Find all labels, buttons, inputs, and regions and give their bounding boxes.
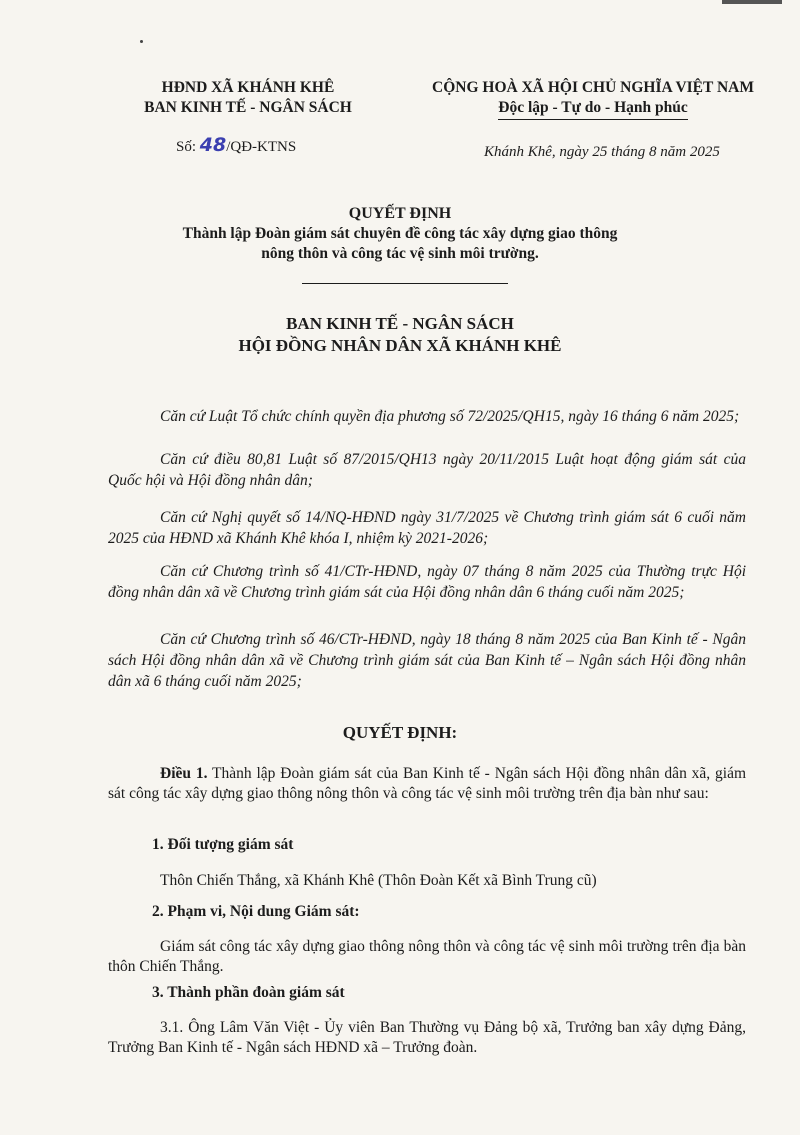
decision-heading: QUYẾT ĐỊNH: — [342, 723, 458, 742]
title-divider — [302, 283, 508, 284]
section-2-body: Giám sát công tác xây dựng giao thông nông thôn và công tác vệ sinh môi trường trên địa bàn thôn Chiến Thắng. — [108, 938, 746, 975]
article-1-text: Thành lập Đoàn giám sát của Ban Kinh tế - Ngân sách Hội đồng nhân dân xã, giám sát công tác xây dựng giao thông nông thôn và công tác vệ sinh môi trường trên địa bàn như sau: — [108, 765, 747, 802]
section-2-title: 2. Phạm vi, Nội dung Giám sát: — [152, 903, 360, 920]
title-line-1: Thành lập Đoàn giám sát chuyên đề công tác xây dựng giao thông — [182, 225, 618, 242]
section-1-title: 1. Đối tượng giám sát — [152, 836, 294, 853]
legal-basis-2: Căn cứ điều 80,81 Luật số 87/2015/QH13 ngày 20/11/2015 Luật hoạt động giám sát của Quốc hội và Hội đồng nhân dân; — [108, 451, 746, 489]
section-3-title: 3. Thành phần đoàn giám sát — [152, 984, 345, 1001]
scan-edge-mark — [722, 0, 782, 4]
document-number — [176, 134, 296, 156]
issue-date: Khánh Khê, ngày 25 tháng 8 năm 2025 — [484, 144, 720, 160]
national-header — [408, 78, 778, 120]
scan-speck — [140, 40, 143, 43]
legal-basis-1: Căn cứ Luật Tổ chức chính quyền địa phương số 72/2025/QH15, ngày 16 tháng 6 năm 2025; — [160, 408, 740, 425]
article-1 — [108, 764, 746, 804]
title-heading: QUYẾT ĐỊNH — [348, 205, 452, 222]
section-3-1-body: 3.1. Ông Lâm Văn Việt - Ủy viên Ban Thường vụ Đảng bộ xã, Trưởng ban xây dựng Đảng, Trưởng Ban Kinh tế - Ngân sách HĐND xã – Trưởng đoàn. — [108, 1019, 746, 1056]
doc-no-suffix: /QĐ-KTNS — [226, 139, 297, 155]
national-title: CỘNG HOÀ XÃ HỘI CHỦ NGHĨA VIỆT NAM — [432, 79, 754, 96]
section-1-text — [108, 871, 746, 891]
issuing-authority — [100, 313, 700, 357]
legal-basis-4: Căn cứ Chương trình số 41/CTr-HĐND, ngày 07 tháng 8 năm 2025 của Thường trực Hội đồng nhân dân xã về Chương trình giám sát của Hội đồng nhân dân 6 tháng cuối năm 2025; — [108, 563, 746, 601]
agency-line-1: HĐND XÃ KHÁNH KHÊ — [161, 79, 335, 96]
article-1-label: Điều 1. — [160, 765, 208, 782]
legal-basis-5: Căn cứ Chương trình số 46/CTr-HĐND, ngày 18 tháng 8 năm 2025 của Ban Kinh tế - Ngân sách Hội đồng nhân dân xã về Chương trình giám sát của Ban Kinh tế – Ngân sách Hội đồng nhân dân xã 6 tháng cuối năm 2025; — [108, 631, 746, 690]
legal-basis-3: Căn cứ Nghị quyết số 14/NQ-HĐND ngày 31/7/2025 về Chương trình giám sát 6 cuối năm 2025 của HĐND xã Khánh Khê khóa I, nhiệm kỳ 2021-2026; — [108, 509, 746, 547]
doc-no-handwritten: 48 — [199, 134, 227, 156]
issuer-line-2: HỘI ĐỒNG NHÂN DÂN XÃ KHÁNH KHÊ — [238, 336, 562, 355]
national-motto: Độc lập - Tự do - Hạnh phúc — [498, 98, 687, 120]
section-1-body: Thôn Chiến Thắng, xã Khánh Khê (Thôn Đoàn Kết xã Bình Trung cũ) — [160, 872, 597, 889]
issuer-line-1: BAN KINH TẾ - NGÂN SÁCH — [286, 314, 514, 333]
doc-no-prefix: Số: — [176, 139, 197, 155]
issuing-agency — [108, 78, 388, 118]
document-title — [100, 204, 700, 264]
title-line-2: nông thôn và công tác vệ sinh môi trường. — [261, 245, 539, 262]
agency-line-2: BAN KINH TẾ - NGÂN SÁCH — [144, 99, 352, 116]
section-2-text — [108, 937, 746, 977]
section-3-1 — [108, 1018, 746, 1058]
